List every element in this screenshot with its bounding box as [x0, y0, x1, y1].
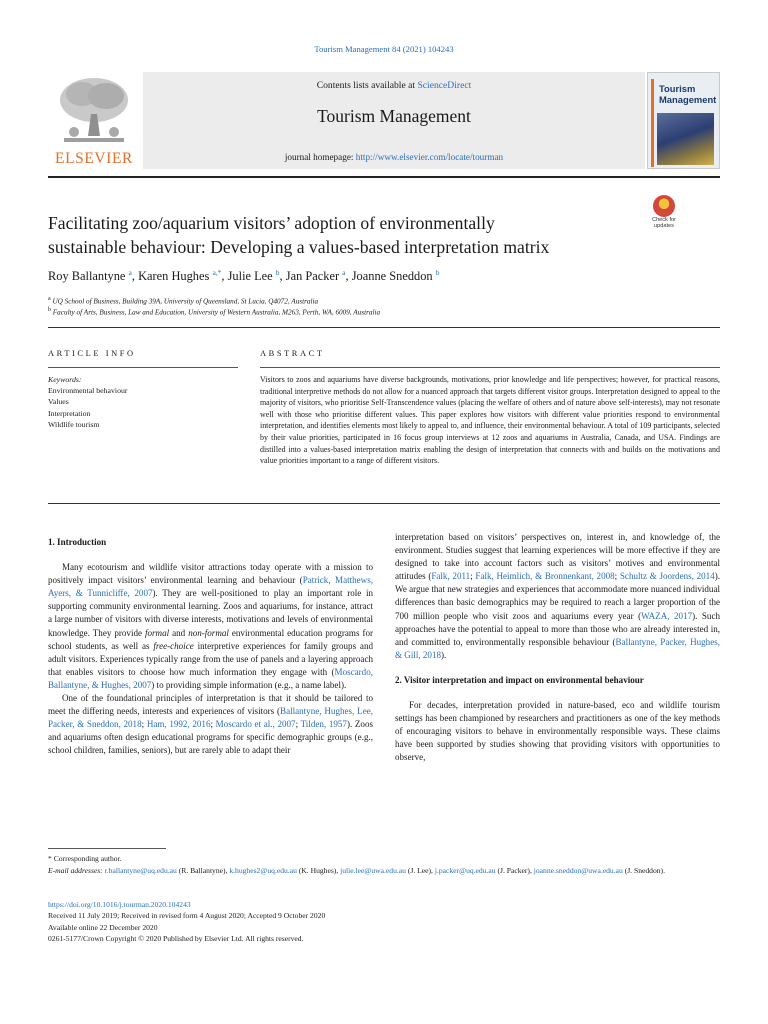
paragraph [48, 692, 373, 757]
email-owner: (J. Sneddon). [622, 865, 665, 875]
text-run: ). They are well-positioned to play an important role in supporting community environmental learning. Zoos and aquariums, for instance, attract a large number of visitors with diverse interests, motivations and levels of environmental knowledge. They provide [48, 588, 374, 638]
author-affil-mark[interactable]: b [435, 268, 440, 277]
footnote-rule [48, 848, 166, 849]
abstract-divider [48, 503, 720, 504]
abstract-text: Visitors to zoos and aquariums have diverse backgrounds, motivations, prior knowledge and life perspectives; however, for practical reasons, traditional interpretive methods do not allow for a nuanced approach that targets different visitor groups. Interpretation designed to appeal to the majority of visitors, who prioritise Self-Transcendence values (placing the welfare of others and of nature above self-interests), may not resonate well with those who prioritise different values. This paper explores how visitors with different value priorities respond to environmental interpretation, and identifies elements most likely to appeal to, and influence, their environmental behaviour. A total of 109 participants, selected by their value priorities, participated in 16 focus group interviews at 12 zoos and aquariums in Australia, Canada, and USA. Findings are distilled into a values-based interpretation matrix enabling the design of interpretation that connects with and builds on the motivations and value priorities important to a range of different visitors. [260, 375, 720, 466]
body-column-left [48, 536, 373, 758]
text-run: ). Zoos and aquariums often design educational programs for specific demographic groups (e.g., school children, families, seniors), but are rarely able to adapt their [48, 719, 373, 756]
keywords-block [48, 374, 127, 430]
author-name[interactable]: Jan Packer [285, 269, 340, 284]
journal-name: Tourism Management [317, 106, 471, 126]
cover-title-line2: Management [659, 93, 717, 105]
affiliation-divider [48, 327, 720, 328]
citation-link[interactable]: Falk, Heimlich, & Bronnenkant, 2008 [475, 571, 615, 582]
journal-cover[interactable] [647, 72, 720, 169]
text-run: For decades, interpretation provided in nature-based, eco and wildlife tourism settings has been championed by researchers and practitioners as one of the key methods of encouraging visitors to behave in environmentally responsible ways. These claims have been supported by studies showing that providing visitors with opportunities to observe, [395, 700, 720, 763]
section-heading: 1. Introduction [48, 537, 107, 547]
cover-title-line1: Tourism [659, 83, 696, 94]
cover-stripe [651, 79, 654, 167]
text-run: ; [295, 719, 301, 730]
author-name[interactable]: Karen Hughes [138, 269, 210, 284]
email-addresses [48, 865, 720, 877]
text-run: One of the foundational principles of interpretation is that it should be tailored to meet the differing needs, interests and experiences of visitors ( [48, 693, 373, 717]
email-owner: (J. Lee), [405, 865, 435, 875]
email-link[interactable]: k.hughes2@uq.edu.au [229, 865, 297, 875]
citation-link[interactable]: Patrick, Matthews, Ayers, & Tunnicliffe, 2007 [48, 575, 373, 599]
text-run: ; [141, 719, 147, 730]
text-run: ). Such approaches have the potential to appeal to more than those who are already interested in, and committed to, environmentally responsible behaviour ( [395, 610, 720, 647]
footnotes [48, 853, 720, 876]
text-run: interpretive experiences for family groups and adult visitors. Experiences typically range from the use of panels and a layering approach that enables visitors to choose how much information they engage with ( [48, 640, 373, 677]
text-run: interpretation based on visitors’ perspectives on, interest in, and knowledge of, the environment. Studies suggest that learning experiences will be more effective if they are designed to take into account factors such as visitors’ motives and environmental attitudes ( [395, 532, 720, 582]
email-link[interactable]: j.packer@uq.edu.au [434, 865, 496, 875]
citation-link[interactable]: Moscardo, Ballantyne, & Hughes, 2007 [48, 666, 373, 690]
text-run: ; [614, 571, 620, 582]
publication-info [48, 899, 720, 944]
affiliation-text: UQ School of Business, Building 39A, University of Queensland, St Lucia, Q4072, Australia [52, 297, 319, 306]
email-label: E-mail addresses: [48, 865, 103, 875]
elsevier-logo[interactable] [48, 72, 140, 169]
author-name[interactable]: Roy Ballantyne [48, 269, 126, 284]
keyword: Environmental behaviour [48, 386, 128, 396]
elsevier-tree-icon [54, 74, 134, 149]
article-info-heading: ARTICLE INFO [48, 349, 136, 358]
text-run: ; [210, 719, 216, 730]
author-name[interactable]: Joanne Sneddon [351, 269, 433, 284]
abstract-heading: ABSTRACT [260, 349, 325, 358]
emphasis-text: free-choice [153, 640, 194, 651]
citation-link[interactable]: Falk, 2011 [431, 571, 471, 582]
keyword: Values [48, 397, 69, 407]
emphasis-text: non-formal [188, 627, 229, 638]
contents-prefix: Contents lists available at [316, 80, 418, 91]
email-owner: (K. Hughes), [296, 865, 341, 875]
paper-title [48, 211, 633, 259]
text-run: ). We argue that new strategies and experiences that accommodate more nuanced individual differences than basic demographics may be required to reach a larger proportion of the 700 million people who visit zoos and aquariums every year ( [395, 571, 720, 621]
author-affil-mark[interactable]: a [342, 268, 346, 277]
text-run: Many ecotourism and wildlife visitor attractions today operate with a mission to positively impact visitors’ environmental learning and behaviour ( [48, 562, 373, 586]
affiliation-text: Faculty of Arts, Business, Law and Education, University of Western Australia, M263, Perth, WA, 6009, Australia [52, 308, 381, 317]
section-heading: 2. Visitor interpretation and impact on environmental behaviour [395, 674, 644, 685]
available-online: Available online 22 December 2020 [48, 922, 158, 932]
contents-available [143, 80, 645, 91]
check-for-updates-badge[interactable] [645, 195, 683, 235]
affiliation-b [48, 307, 380, 316]
corresponding-author-note: * Corresponding author. [48, 854, 122, 863]
check-updates-label: Check for updates [652, 217, 676, 230]
author-affil-mark[interactable]: a [128, 268, 132, 277]
paragraph [48, 561, 373, 692]
author-affil-mark[interactable]: b [275, 268, 280, 277]
body-column-right [395, 531, 720, 765]
journal-homepage [143, 152, 645, 162]
title-line-1: Facilitating zoo/aquarium visitors’ adoption of environmentally [48, 213, 495, 233]
sciencedirect-link[interactable]: ScienceDirect [417, 80, 472, 91]
affiliation-mark: b [48, 307, 51, 313]
copyright-line: 0261-5177/Crown Copyright © 2020 Published by Elsevier Ltd. All rights reserved. [48, 933, 304, 943]
emphasis-text: formal [145, 627, 170, 638]
email-link[interactable]: joanne.sneddon@uwa.edu.au [533, 865, 623, 875]
author-affil-mark[interactable]: a,* [212, 268, 222, 277]
homepage-link[interactable]: http://www.elsevier.com/locate/tourman [355, 152, 504, 162]
publisher-name: ELSEVIER [55, 150, 133, 167]
journal-citation[interactable]: Tourism Management 84 (2021) 104243 [314, 44, 454, 54]
text-run: ). [441, 649, 447, 660]
text-run: ) to providing simple information (e.g., a name label). [151, 679, 347, 690]
email-owner: (J. Packer), [495, 865, 534, 875]
citation-link[interactable]: Schultz & Joordens, 2014 [619, 571, 715, 582]
author-name[interactable]: Julie Lee [227, 269, 273, 284]
email-owner: (R. Ballantyne), [176, 865, 230, 875]
cover-title [659, 84, 716, 105]
keywords-label: Keywords: [48, 375, 82, 384]
citation-link[interactable]: Ballantyne, Hughes, Lee, Packer, & Sneddon, 2018 [48, 706, 373, 730]
email-link[interactable]: julie.lee@uwa.edu.au [340, 865, 406, 875]
title-line-2: sustainable behaviour: Developing a values-based interpretation matrix [48, 237, 550, 257]
citation-link[interactable]: Moscardo et al., 2007 [215, 719, 296, 730]
doi-link[interactable]: https://doi.org/10.1016/j.tourman.2020.104243 [48, 900, 191, 909]
text-run: and [169, 627, 189, 638]
homepage-label: journal homepage: [284, 152, 356, 162]
article-info-rule [48, 367, 238, 368]
text-run: ; [470, 571, 476, 582]
journal-band [143, 72, 645, 169]
received-dates: Received 11 July 2019; Received in revised form 4 August 2020; Accepted 9 October 2020 [48, 911, 326, 921]
abstract-rule [260, 367, 720, 368]
citation-link[interactable]: WAZA, 2017 [641, 610, 693, 621]
keyword: Wildlife tourism [48, 419, 100, 429]
journal-header [48, 72, 720, 169]
citation-link[interactable]: Ballantyne, Packer, Hughes, & Gill, 2018 [395, 636, 720, 660]
check-updates-icon [653, 195, 675, 217]
paragraph [395, 531, 720, 662]
text-run: environmental education programs for school students, as well as [48, 627, 374, 651]
email-link[interactable]: r.ballantyne@uq.edu.au [104, 865, 177, 875]
citation-link[interactable]: Tilden, 1957 [300, 719, 347, 730]
author-list: Roy Ballantyne $^a$, Karen Hughes $^{a,*}$, Julie Lee $^b$, Jan Packer $^a$, Joanne Sneddon $^b$ [48, 268, 440, 284]
citation-link[interactable]: Ham, 1992, 2016 [146, 719, 211, 730]
cover-image [657, 113, 714, 165]
affiliation-mark: a [48, 296, 51, 302]
paragraph [395, 699, 720, 764]
affiliation-a [48, 296, 318, 305]
header-divider [48, 176, 720, 178]
keyword: Interpretation [48, 408, 91, 418]
